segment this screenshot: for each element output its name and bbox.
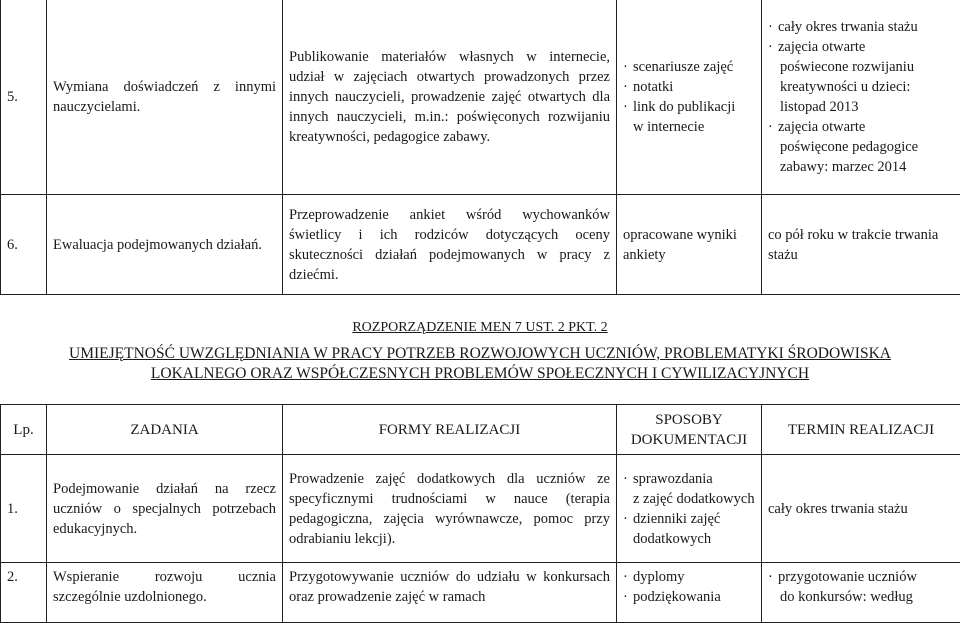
table-row: [1, 563, 960, 623]
list-item: [768, 137, 954, 177]
form-cell: Prowadzenie zajęć dodatkowych dla uczniów ze specyficznymi trudnościami w nauce (terapia pedagogiczna, zajęcia wyrównawcze, pomoc przy odrabianiu lekcji).: [283, 455, 617, 563]
list-item: · zajęcia otwarte: [768, 37, 954, 57]
table-header-row: [1, 405, 960, 455]
list-item: · link do publikacji: [623, 97, 755, 117]
docs-cell: opracowane wyniki ankiety: [617, 195, 762, 295]
list-item: [768, 587, 954, 607]
term-cell: cały okres trwania stażu: [762, 455, 960, 563]
docs-cell: [617, 0, 762, 195]
list-item: · dyplomy: [623, 567, 755, 587]
list-item-continuation: poświęcone pedagogice zabawy: marzec 2014: [780, 139, 918, 175]
list-item-continuation: dodatkowych: [633, 531, 711, 547]
docs-cell: [617, 563, 762, 623]
term-cell: [762, 563, 960, 623]
list-item: [623, 117, 755, 137]
table-row: [1, 0, 960, 195]
table-row: [1, 195, 960, 295]
top-table: [0, 0, 960, 295]
task-cell: Ewaluacja podejmowanych działań.: [47, 195, 283, 295]
row-number: 6.: [1, 195, 47, 295]
form-cell: Przygotowywanie uczniów do udziału w konkursach oraz prowadzenie zajęć w ramach: [283, 563, 617, 623]
row-number: 2.: [1, 563, 47, 623]
header-forms: FORMY REALIZACJI: [283, 405, 617, 455]
section-heading: [0, 318, 960, 384]
list-item: · zajęcia otwarte: [768, 117, 954, 137]
task-cell: Wymiana doświadczeń z innymi nauczycielami.: [47, 0, 283, 195]
list-item: [768, 57, 954, 117]
list-item: [623, 529, 755, 549]
list-item-continuation: z zajęć dodatkowych: [633, 491, 755, 507]
form-cell: Przeprowadzenie ankiet wśród wychowanków świetlicy i ich rodziców dotyczących oceny skuteczności działań podejmowanych w pracy z dziećmi.: [283, 195, 617, 295]
list-item: · cały okres trwania stażu: [768, 17, 954, 37]
list-item: · scenariusze zajęć: [623, 57, 755, 77]
header-term: TERMIN REALIZACJI: [762, 405, 960, 455]
row-number: 1.: [1, 455, 47, 563]
list-item: · podziękowania: [623, 587, 755, 607]
list-item-continuation: do konkursów: według: [780, 589, 913, 605]
list-item: · przygotowanie uczniów: [768, 567, 954, 587]
section-title-line2: LOKALNEGO ORAZ WSPÓŁCZESNYCH PROBLEMÓW SPOŁECZNYCH I CYWILIZACYJNYCH: [0, 364, 960, 384]
term-cell: co pół roku w trakcie trwania stażu: [762, 195, 960, 295]
row-number: 5.: [1, 0, 47, 195]
table-row: [1, 455, 960, 563]
list-item-continuation: poświecone rozwijaniu kreatywności u dzieci: listopad 2013: [780, 59, 914, 115]
list-item: · sprawozdania: [623, 469, 755, 489]
docs-cell: [617, 455, 762, 563]
section-title-line1: UMIEJĘTNOŚĆ UWZGLĘDNIANIA W PRACY POTRZEB ROZWOJOWYCH UCZNIÓW, PROBLEMATYKI ŚRODOWISKA: [0, 344, 960, 364]
header-lp: Lp.: [1, 405, 47, 455]
task-cell: Podejmowanie działań na rzecz uczniów o specjalnych potrzebach edukacyjnych.: [47, 455, 283, 563]
list-item-continuation: w internecie: [633, 119, 704, 135]
header-docs: SPOSOBY DOKUMENTACJI: [617, 405, 762, 455]
form-cell: Publikowanie materiałów własnych w internecie, udział w zajęciach otwartych prowadzonych przez innych nauczycieli, prowadzenie zajęć otwartych dla innych nauczycieli, m.in.: poświęconych rozwijaniu kreatywności, pedagogice zabawy.: [283, 0, 617, 195]
task-cell: Wspieranie rozwoju ucznia szczególnie uzdolnionego.: [47, 563, 283, 623]
list-item: · dzienniki zajęć: [623, 509, 755, 529]
list-item: [623, 489, 755, 509]
bottom-table: [0, 404, 960, 623]
term-cell: [762, 0, 960, 195]
regulation-reference: ROZPORZĄDZENIE MEN 7 UST. 2 PKT. 2: [0, 318, 960, 338]
header-tasks: ZADANIA: [47, 405, 283, 455]
list-item: · notatki: [623, 77, 755, 97]
